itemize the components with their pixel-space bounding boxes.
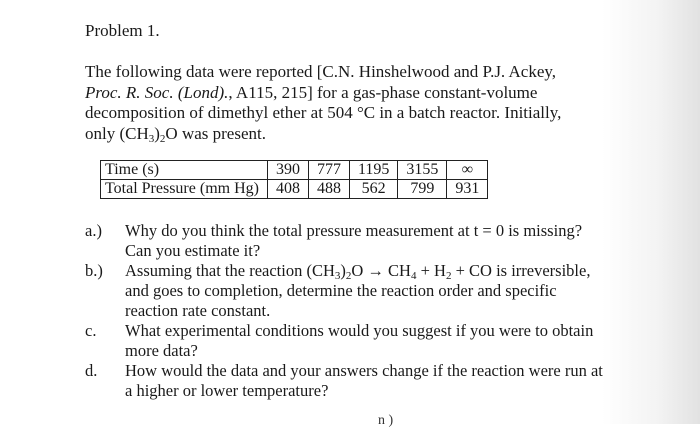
question-a-text: Why do you think the total pressure measurement at t = 0 is missing? Can you estimate it? [125,221,583,260]
time-cell: 3155 [398,161,447,180]
question-b-label: b.) [85,261,103,280]
time-header-cell: Time (s) [101,161,268,180]
pressure-cell: 799 [398,180,447,199]
pressure-cell: 562 [349,180,397,199]
question-c-text: What experimental conditions would you suggest if you were to obtain more data? [125,321,594,360]
time-cell: 777 [308,161,349,180]
intro-line-4a: only (CH [85,123,149,143]
question-a [85,221,605,261]
question-b-part: Assuming that the reaction (CH [125,261,335,280]
time-cell: 390 [267,161,308,180]
question-d [85,361,605,401]
time-cell: 1195 [349,161,397,180]
pressure-cell: 488 [308,180,349,199]
intro-line-3: decomposition of dimethyl ether at 504 °C in a batch reactor. Initially, [85,103,562,122]
question-a-label: a.) [85,221,102,240]
question-list [85,221,605,401]
question-b-sub: 2 [345,270,352,282]
intro-line-4c: O was present. [165,123,266,143]
question-b-part: + H [416,261,446,280]
question-b-sub: 3 [334,270,341,282]
time-cell: ∞ [447,161,488,180]
question-d-label: d. [85,361,98,380]
question-b-text [125,261,605,321]
question-b [85,261,605,321]
problem-intro [85,62,605,144]
question-b-part: O → CH [351,261,411,280]
table-row-time [101,161,488,180]
question-b-sub: 4 [410,270,417,282]
intro-line-1: The following data were reported [C.N. Hinshelwood and P.J. Ackey, [85,62,557,81]
pressure-data-table [100,160,488,199]
intro-sub-1: 3 [148,132,155,145]
pressure-cell: 408 [267,180,308,199]
intro-sub-2: 2 [159,132,166,145]
table-row-pressure [101,180,488,199]
question-d-text: How would the data and your answers change if the reaction were run at a higher or lower temperature? [125,361,603,400]
pressure-header-cell: Total Pressure (mm Hg) [101,180,268,199]
journal-name: Proc. R. Soc. (Lond). [85,82,229,102]
question-b-part: + CO is irreversible, and goes to completion, determine the reaction order and specific reaction rate constant. [125,261,591,320]
question-c [85,321,605,361]
question-c-label: c. [85,321,97,340]
intro-line-4b: ) [154,123,160,143]
question-b-part: ) [340,261,346,280]
cutoff-text: n ) [378,413,394,428]
pressure-cell: 931 [447,180,488,199]
problem-title: Problem 1. [85,21,160,40]
question-b-sub: 2 [445,270,452,282]
intro-line-2: , A115, 215] for a gas-phase constant-volume [228,82,538,102]
